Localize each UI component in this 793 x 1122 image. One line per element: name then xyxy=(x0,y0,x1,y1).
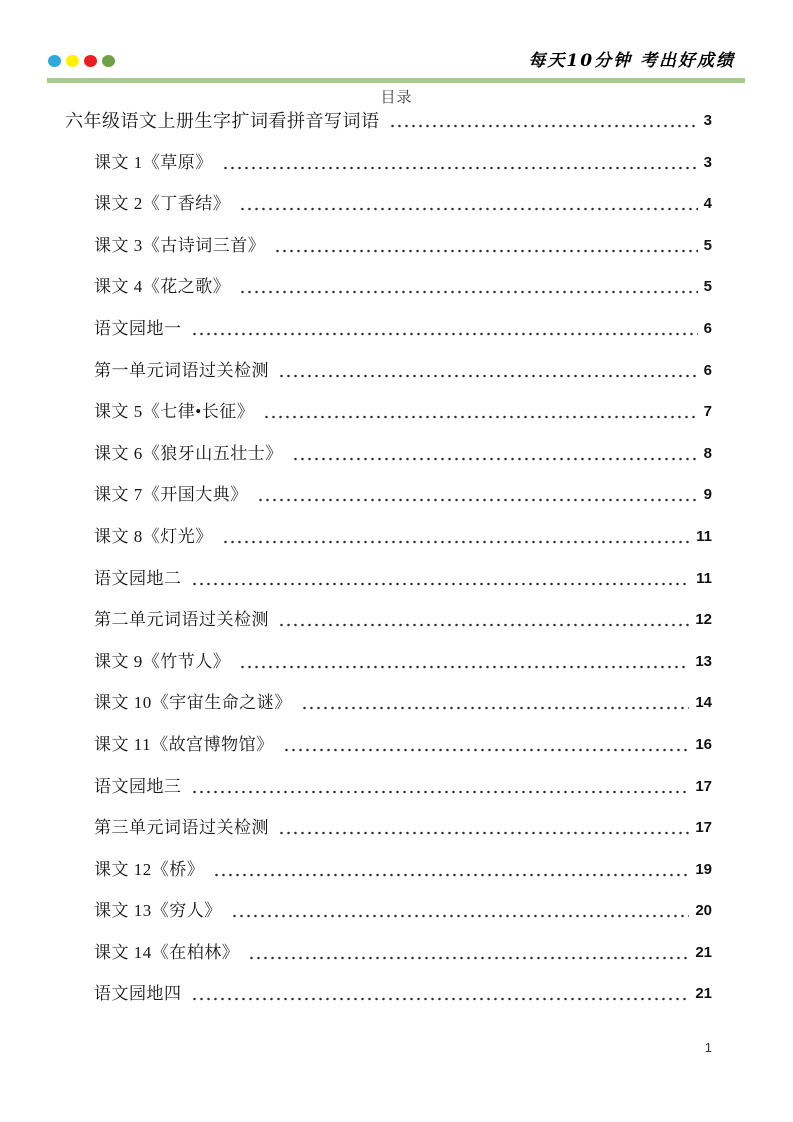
dot-leader xyxy=(191,983,690,1005)
toc-entry-page-number: 3 xyxy=(703,153,712,171)
toc-entry-label: 语文园地四 xyxy=(94,984,182,1004)
toc-entry-label: 课文 7《开国大典》 xyxy=(94,485,248,505)
toc-entry-page-number: 9 xyxy=(703,486,712,504)
dot-leader xyxy=(274,235,697,257)
toc-entry-label: 课文 14《在柏林》 xyxy=(94,942,240,962)
toc-entry-page-number: 6 xyxy=(703,319,712,337)
dot-leader xyxy=(191,568,691,590)
dot-leader xyxy=(278,817,689,839)
dot-leader xyxy=(248,942,689,964)
toc-entry xyxy=(65,651,712,693)
dot-leader xyxy=(222,152,698,174)
toc-entry-page-number: 16 xyxy=(695,735,712,753)
green-dot-icon xyxy=(102,55,115,67)
toc-entry xyxy=(65,110,712,152)
toc-entry xyxy=(65,152,712,194)
toc-entry-label: 课文 3《古诗词三首》 xyxy=(94,235,266,255)
toc-entry-page-number: 17 xyxy=(695,777,712,795)
toc-entry xyxy=(65,276,712,318)
toc-entry xyxy=(65,443,712,485)
toc-entry-page-number: 7 xyxy=(703,403,712,421)
toc-entry xyxy=(65,692,712,734)
toc-entry xyxy=(65,859,712,901)
dot-leader xyxy=(292,443,698,465)
dot-leader xyxy=(257,484,698,506)
toc-entry xyxy=(65,983,712,1025)
toc-entry xyxy=(65,526,712,568)
toc-title: 目录 xyxy=(380,90,413,106)
toc-entry xyxy=(65,942,712,984)
toc-entry-label: 课文 9《竹节人》 xyxy=(94,651,231,671)
toc-entry-page-number: 5 xyxy=(703,278,712,296)
header-divider-line xyxy=(47,78,745,83)
yellow-dot-icon xyxy=(66,55,79,67)
dot-leader xyxy=(301,692,690,714)
toc-entry-label: 课文 13《穷人》 xyxy=(94,901,222,921)
toc-entry-label: 课文 8《灯光》 xyxy=(94,526,213,546)
toc-entry-label: 课文 2《丁香结》 xyxy=(94,194,231,214)
toc-entry-page-number: 21 xyxy=(695,985,712,1003)
toc-entry xyxy=(65,484,712,526)
toc-entry-label: 第一单元词语过关检测 xyxy=(94,360,269,380)
dot-leader xyxy=(239,276,697,298)
toc-entry-page-number: 8 xyxy=(703,444,712,462)
toc-entry xyxy=(65,193,712,235)
toc-entry-page-number: 3 xyxy=(703,112,712,129)
toc-entry-label: 课文 1《草原》 xyxy=(94,152,213,172)
toc-entry xyxy=(65,360,712,402)
toc-entry-label: 语文园地一 xyxy=(94,318,182,338)
toc-entry-page-number: 11 xyxy=(696,569,712,587)
dot-leader xyxy=(191,318,698,340)
toc-entry xyxy=(65,734,712,776)
toc-entry-label: 第二单元词语过关检测 xyxy=(94,610,269,630)
header-slogan: 每天10分钟 考出好成绩 xyxy=(528,51,735,71)
toc-entry-page-number: 5 xyxy=(703,236,712,254)
toc-entry-page-number: 21 xyxy=(695,943,712,961)
toc-entry-label: 课文 10《宇宙生命之谜》 xyxy=(94,693,292,713)
toc-entry xyxy=(65,318,712,360)
toc-entry-label: 课文 12《桥》 xyxy=(94,859,205,879)
toc-entry xyxy=(65,900,712,942)
toc-entry xyxy=(65,401,712,443)
dot-leader xyxy=(389,110,698,132)
dot-leader xyxy=(278,360,698,382)
dot-leader xyxy=(283,734,690,756)
toc-entry-label: 课文 6《狼牙山五壮士》 xyxy=(94,443,283,463)
toc-list xyxy=(65,110,712,1025)
dot-leader xyxy=(239,193,697,215)
toc-entry-label: 课文 4《花之歌》 xyxy=(94,277,231,297)
dot-leader xyxy=(231,900,690,922)
toc-entry-label: 六年级语文上册生字扩词看拼音写词语 xyxy=(65,111,380,131)
brand-dots xyxy=(48,55,115,67)
toc-entry-page-number: 13 xyxy=(695,652,712,670)
dot-leader xyxy=(239,651,689,673)
toc-entry xyxy=(65,568,712,610)
toc-entry-page-number: 17 xyxy=(695,819,712,837)
blue-dot-icon xyxy=(48,55,61,67)
toc-entry-page-number: 19 xyxy=(695,860,712,878)
toc-entry-page-number: 14 xyxy=(695,694,712,712)
toc-entry xyxy=(65,776,712,818)
dot-leader xyxy=(278,609,689,631)
toc-entry-label: 语文园地二 xyxy=(94,568,182,588)
dot-leader xyxy=(213,859,689,881)
toc-entry-label: 第三单元词语过关检测 xyxy=(94,818,269,838)
toc-entry-label: 课文 5《七律•长征》 xyxy=(94,402,255,422)
dot-leader xyxy=(191,776,690,798)
toc-entry-label: 课文 11《故宫博物馆》 xyxy=(94,734,274,754)
dot-leader xyxy=(222,526,690,548)
toc-entry xyxy=(65,609,712,651)
toc-entry-label: 语文园地三 xyxy=(94,776,182,796)
toc-entry xyxy=(65,817,712,859)
toc-entry-page-number: 11 xyxy=(696,527,712,545)
red-dot-icon xyxy=(84,55,97,67)
page-number: 1 xyxy=(704,1040,712,1055)
toc-entry-page-number: 20 xyxy=(695,902,712,920)
toc-entry-page-number: 6 xyxy=(703,361,712,379)
toc-entry-page-number: 4 xyxy=(703,195,712,213)
dot-leader xyxy=(263,401,697,423)
toc-entry xyxy=(65,235,712,277)
toc-entry-page-number: 12 xyxy=(695,611,712,629)
